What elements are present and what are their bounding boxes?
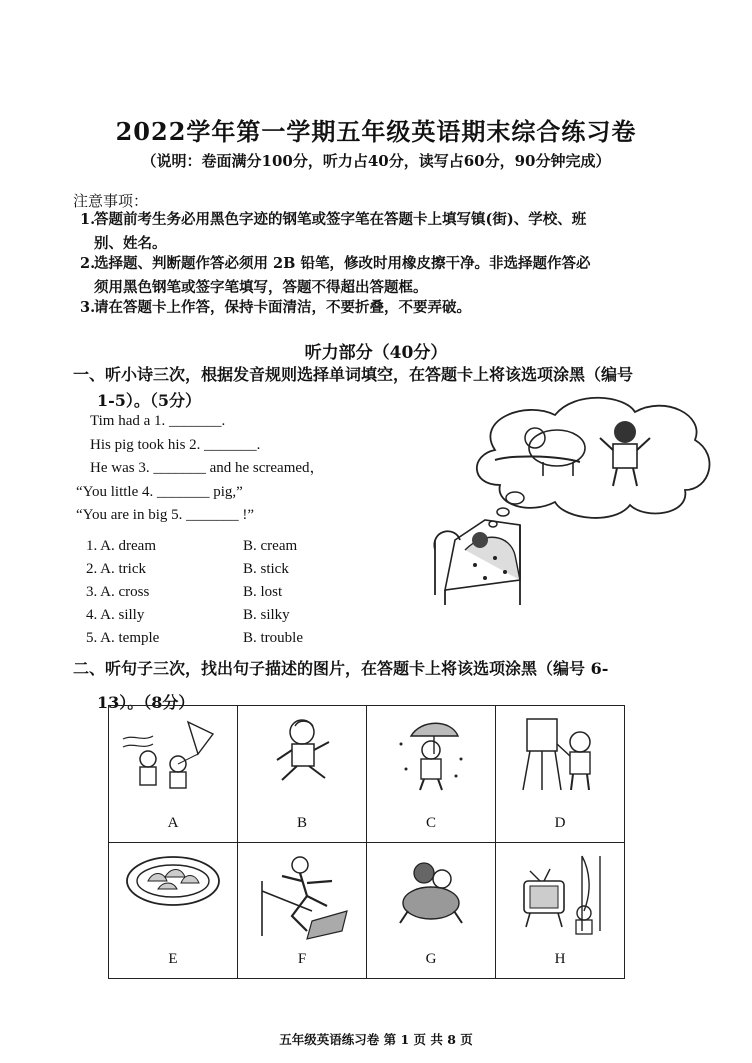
notice-heading: 注意事项： [73, 192, 149, 210]
picture-cell-d: D [496, 706, 625, 843]
picture-cell-b: B [238, 706, 367, 843]
notice-item: 3.请在答题卡上作答，保持卡面清洁，不要折叠，不要弄破。 [80, 299, 471, 316]
poem-line: His pig took his 2. _______. [90, 436, 261, 453]
picture-cell-c: C [367, 706, 496, 843]
children-playing-image [386, 851, 476, 931]
option-row: 3. A. cross B. lost [86, 584, 283, 600]
boy-watching-tv-image [510, 851, 610, 941]
picture-cell-e: E [109, 842, 238, 979]
answer-options [86, 535, 303, 650]
poem-line: “You are in big 5. _______ !” [76, 507, 255, 523]
option-row: 5. A. temple B. trouble [86, 630, 303, 646]
picture-cell-a: A [109, 706, 238, 843]
running-boy-image [257, 714, 347, 794]
option-row: 4. A. silly B. silky [86, 607, 290, 623]
question-2-heading: 二、听句子三次，找出句子描述的图片，在答题卡上将该选项涂黑（编号 6- 13）。（8分） [73, 659, 609, 712]
section-title: 听力部分（40分） [304, 343, 448, 363]
boy-painting-image [515, 714, 605, 794]
kite-children-image [118, 714, 228, 794]
poem-line: Tim had a 1. _______. [90, 413, 226, 429]
page-footer: 五年级英语练习卷 第 1 页 共 8 页 [279, 1032, 473, 1047]
picture-cell-g: G [367, 842, 496, 979]
option-row: 1. A. dream B. cream [86, 538, 298, 554]
notice-item: 2.选择题、判断题作答必须用 2B 铅笔，修改时用橡皮擦干净。非选择题作答必 须用黑色钢笔或签字笔填写，答题不得超出答题框。 [80, 255, 591, 296]
boy-with-umbrella-image [386, 714, 476, 794]
question-1-heading: 一、听小诗三次，根据发音规则选择单词填空，在答题卡上将该选项涂黑（编号 1-5）。（5分） [73, 365, 634, 410]
high-jump-athlete-image [252, 851, 352, 941]
picture-grid [108, 705, 625, 979]
dream-illustration-image [425, 390, 715, 610]
plate-of-dumplings-image [123, 851, 223, 931]
picture-cell-h: H [496, 842, 625, 979]
page-title: 2022学年第一学期五年级英语期末综合练习卷 [115, 117, 637, 146]
poem-line: He was 3. _______ and he screamed， [90, 460, 325, 476]
poem-line: “You little 4. _______ pig,” [76, 483, 243, 500]
option-row: 2. A. trick B. stick [86, 561, 289, 577]
poem [76, 410, 325, 528]
page-subtitle: （说明：卷面满分100分，听力占40分，读写占60分，90分钟完成） [141, 152, 611, 170]
notice-item: 1.答题前考生务必用黑色字迹的钢笔或签字笔在答题卡上填写镇(街)、学校、班 别、姓名。 [80, 211, 587, 252]
picture-cell-f: F [238, 842, 367, 979]
